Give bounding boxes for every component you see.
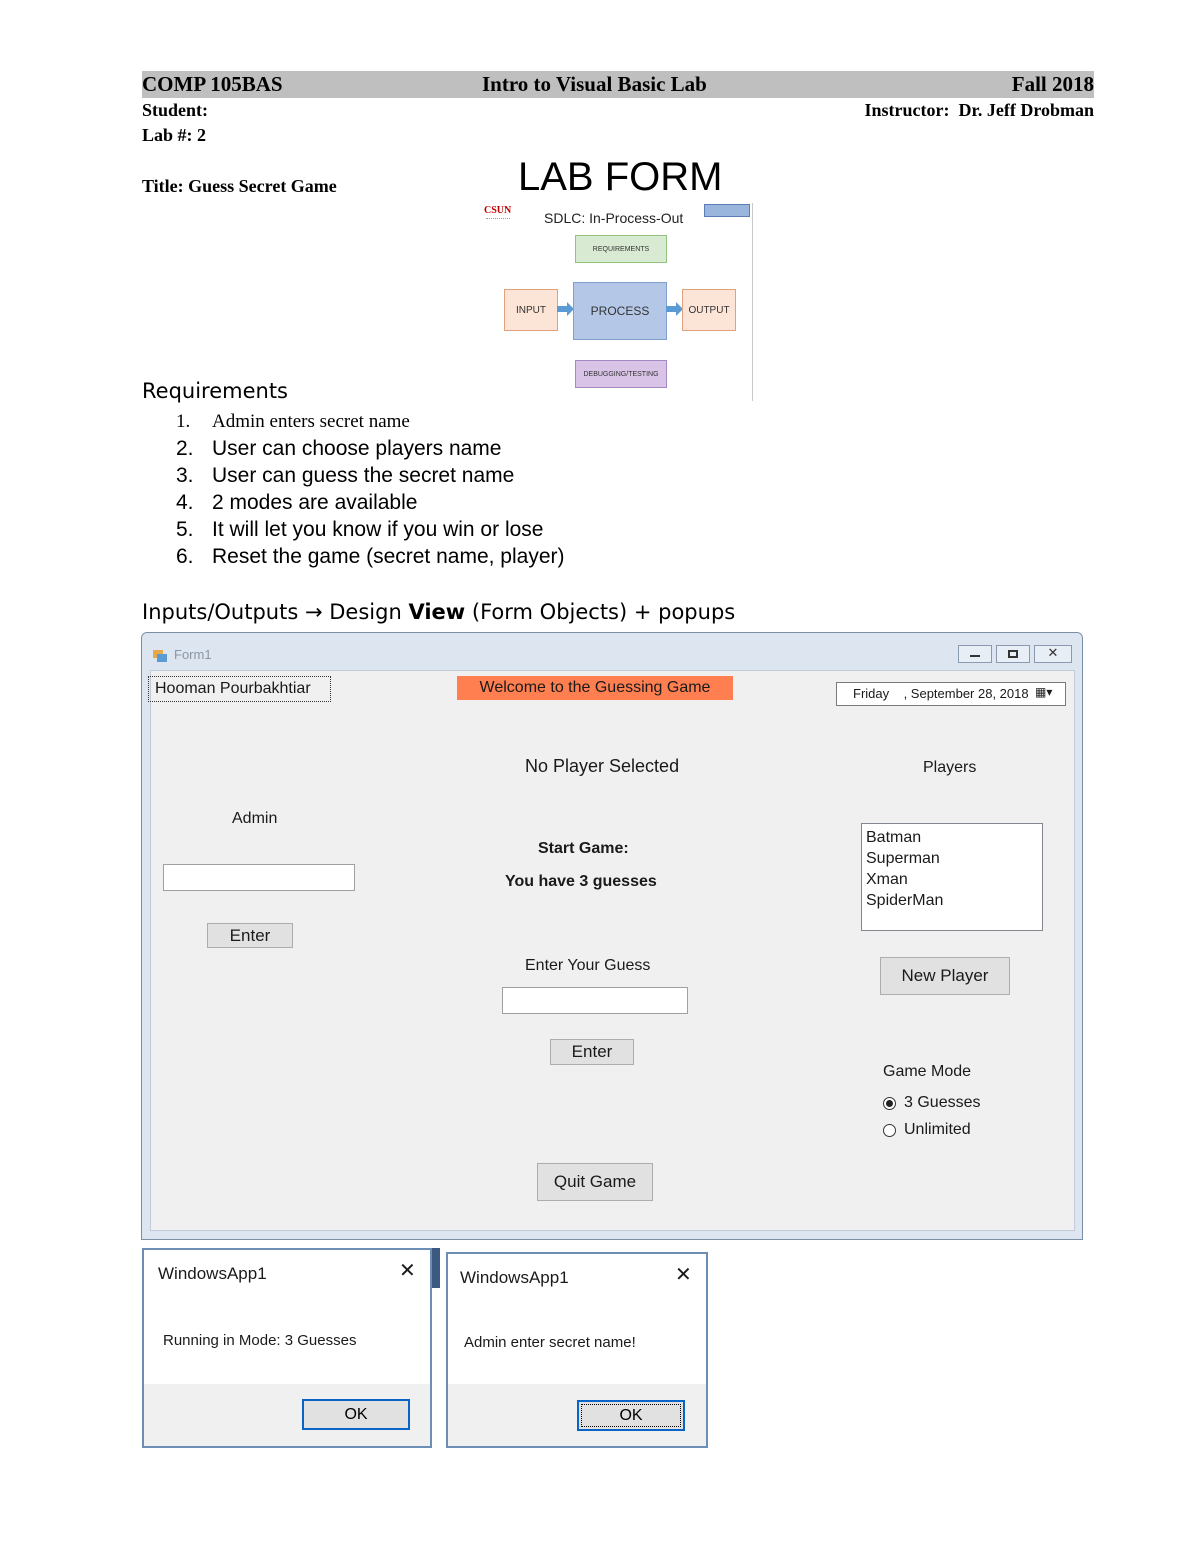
guess-enter-button[interactable]: Enter (550, 1039, 634, 1065)
list-item: 4. 2 modes are available (176, 491, 418, 514)
popup-message: Running in Mode: 3 Guesses (163, 1332, 357, 1349)
list-item[interactable]: Batman (866, 829, 922, 846)
sdlc-diagram (484, 203, 753, 401)
form-app-icon (153, 648, 167, 662)
admin-enter-button[interactable]: Enter (207, 923, 293, 948)
ok-button[interactable]: OK (302, 1399, 410, 1430)
guess-input[interactable] (502, 987, 688, 1014)
popup-mode-dialog (142, 1248, 432, 1448)
close-icon[interactable]: ✕ (675, 1262, 692, 1286)
close-button[interactable] (1034, 645, 1072, 663)
instructor-label: Instructor: (864, 100, 950, 120)
maximize-icon (1008, 650, 1018, 658)
mode-radio-3-guesses[interactable]: 3 Guesses (883, 1094, 980, 1112)
game-mode-label: Game Mode (883, 1063, 972, 1080)
quit-game-button[interactable]: Quit Game (537, 1163, 653, 1201)
list-item[interactable]: Xman (866, 871, 908, 888)
requirements-heading: Requirements (142, 379, 288, 403)
minimize-button[interactable] (958, 645, 992, 663)
maximize-button[interactable] (996, 645, 1030, 663)
student-label: Student: (142, 100, 209, 120)
list-item: 3. User can guess the secret name (176, 464, 515, 487)
admin-label: Admin (232, 810, 278, 827)
guess-label: Enter Your Guess (525, 957, 651, 974)
guesses-info-label: You have 3 guesses (505, 873, 657, 890)
name-label: Hooman Pourbakhtiar (148, 676, 331, 702)
mode-radio-unlimited[interactable]: Unlimited (883, 1121, 971, 1139)
lab-number: Lab #: 2 (142, 125, 207, 145)
sdlc-input-box: INPUT (504, 289, 558, 331)
requirements-list (176, 408, 565, 570)
ok-button[interactable]: OK (577, 1400, 685, 1431)
term: Fall 2018 (1011, 72, 1094, 96)
lab-name: Intro to Visual Basic Lab (482, 72, 707, 96)
sdlc-debugging-box: DEBUGGING/TESTING (575, 360, 667, 388)
list-item: 5. It will let you know if you win or lose (176, 518, 544, 541)
popup-admin-dialog (446, 1252, 708, 1448)
form-client-area (150, 670, 1075, 1231)
welcome-label: Welcome to the Guessing Game (457, 676, 733, 700)
io-heading: Inputs/Outputs → Design View (Form Objects) + popups (142, 600, 736, 624)
sdlc-output-box: OUTPUT (682, 289, 736, 331)
instructor-line (865, 100, 1094, 121)
sdlc-requirements-box: REQUIREMENTS (575, 235, 667, 263)
window-edge (432, 1248, 440, 1288)
list-item: 2. User can choose players name (176, 437, 502, 460)
list-item[interactable]: Superman (866, 850, 940, 867)
close-icon: ✕ (1047, 646, 1059, 661)
date-value: Friday , September 28, 2018 (853, 686, 1029, 701)
instructor-name: Dr. Jeff Drobman (958, 100, 1094, 120)
no-player-label: No Player Selected (525, 756, 680, 776)
lab-form-heading: LAB FORM (518, 155, 723, 199)
sdlc-process-box: PROCESS (573, 282, 667, 340)
logo-badge-icon (704, 204, 750, 217)
form-title: Form1 (174, 647, 212, 662)
minimize-icon (970, 655, 980, 657)
list-item: 1. Admin enters secret name (176, 411, 410, 432)
radio-unchecked-icon (883, 1124, 896, 1137)
new-player-button[interactable]: New Player (880, 957, 1010, 995)
arrow-right-icon: → (304, 600, 323, 624)
radio-checked-icon (883, 1097, 896, 1110)
list-item[interactable]: SpiderMan (866, 892, 944, 909)
csun-logo: CSUN (484, 205, 512, 216)
popup-message: Admin enter secret name! (464, 1334, 636, 1351)
admin-secret-input[interactable] (163, 864, 355, 891)
course-code: COMP 105BAS (142, 72, 283, 96)
players-listbox[interactable] (861, 823, 1043, 931)
date-picker[interactable] (836, 682, 1066, 706)
csun-logo-text-lines (486, 218, 510, 231)
calendar-dropdown-icon: ▦▾ (1035, 685, 1053, 699)
sdlc-title: SDLC: In-Process-Out (544, 210, 684, 226)
players-label: Players (923, 759, 977, 776)
start-game-label: Start Game: (538, 840, 629, 857)
close-icon[interactable]: ✕ (399, 1258, 416, 1282)
popup-title: WindowsApp1 (460, 1268, 569, 1287)
list-item: 6. Reset the game (secret name, player) (176, 545, 565, 568)
popup-title: WindowsApp1 (158, 1264, 267, 1283)
lab-title: Title: Guess Secret Game (142, 176, 337, 196)
